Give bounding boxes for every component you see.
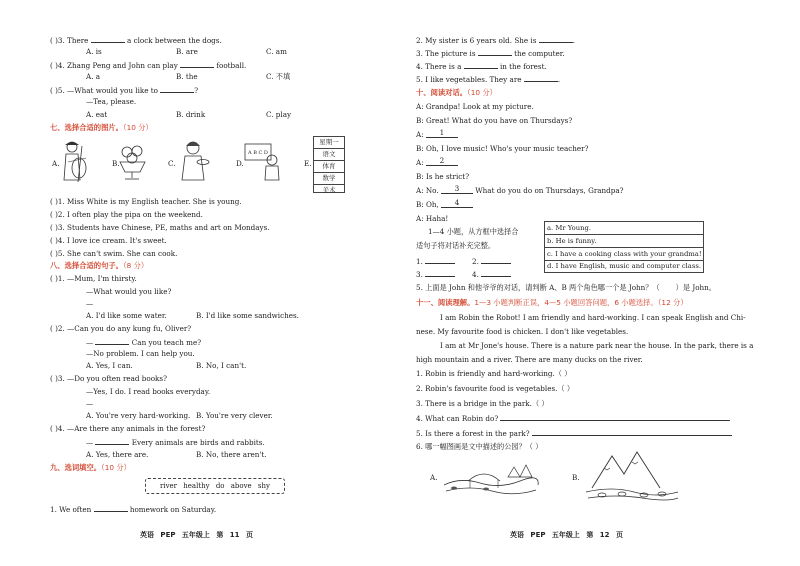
- option: C. 不填: [266, 72, 291, 81]
- section-7-heading: [50, 124, 153, 131]
- picture-label-d: D.: [236, 159, 244, 168]
- dialogue-line: [416, 128, 458, 139]
- blank-number: 2: [439, 156, 445, 165]
- option: A. is: [86, 47, 102, 56]
- answer-blank[interactable]: [481, 257, 511, 264]
- option-c: c. I have a cooking class with your grandma!: [545, 248, 703, 261]
- picture-label-b: B.: [112, 159, 120, 168]
- section-9-points: （10 分）: [101, 463, 131, 472]
- question: 6. 哪一幅图画是文中描述的公园？（ ）: [416, 442, 543, 451]
- dialogue-speaker: B: Oh,: [416, 200, 439, 209]
- cello-player-picture: [60, 140, 90, 184]
- section-10-title: 十、阅读对话。: [416, 88, 468, 97]
- answer-blank[interactable]: [539, 36, 573, 43]
- option-d: d. I have English, music and computer class.: [547, 262, 701, 270]
- instruction-line: 适句子将对话补充完整。: [416, 241, 496, 250]
- dialogue-line: [416, 198, 473, 209]
- q9-item-5-after: .: [557, 75, 561, 84]
- picture-label-b: B.: [572, 473, 580, 482]
- q6-item-4-stem: ( )4. Zhang Peng and John can play: [50, 61, 178, 70]
- q8-item-2-stem: ( )2. —Can you do any kung fu, Oliver?: [50, 324, 192, 333]
- section-7-title: 七、选择合适的图片。: [50, 123, 123, 132]
- dialogue-line: [416, 156, 458, 167]
- q8-item-4-line-text: Every animals are birds and rabbits.: [131, 438, 265, 447]
- answer-blank[interactable]: [91, 36, 125, 43]
- dialogue-blank[interactable]: [426, 156, 458, 166]
- q9-item-2: [416, 36, 575, 44]
- q7-item: ( )3. Students have Chinese, PE, maths and art on Mondays.: [50, 223, 270, 232]
- q8-item-3-line: —: [86, 399, 94, 408]
- answer-blank[interactable]: [464, 62, 498, 69]
- section-9-title: 九、选词填空。: [50, 463, 102, 472]
- section-7-points: （10 分）: [122, 123, 153, 132]
- q8-item-3-stem: ( )3. —Do you often read books?: [50, 374, 167, 383]
- timetable-cell: 语文: [314, 149, 344, 161]
- passage-line: I am at Mr Jone's house. There is a nature park near the house. In the park, there is a: [440, 341, 754, 350]
- cooking-woman-picture: [177, 140, 211, 184]
- blank-number: 3: [454, 184, 460, 193]
- option: B. the: [176, 72, 198, 81]
- instruction-line: 1—4 小题，从方框中选择合: [428, 227, 519, 236]
- right-page: [400, 0, 800, 566]
- word-bank: river healthy do above shy: [145, 478, 285, 494]
- q8-item-3-line: —Yes, I do. I read books everyday.: [86, 387, 211, 396]
- section-10-heading: [416, 89, 497, 96]
- q6-item-3-after: a clock between the dogs.: [127, 36, 222, 45]
- option-a: a. Mr Young.: [545, 222, 703, 235]
- q9-item-5-before: 5. I like vegetables. They are: [416, 75, 522, 84]
- option: A. Yes, there are.: [86, 450, 149, 459]
- option-b: b. He is funny.: [545, 235, 703, 248]
- timetable-cell: 星期一: [314, 137, 344, 149]
- answer-blank[interactable]: [95, 438, 129, 445]
- q10-item-5-before: 5. 上面是 John 和他爷爷的对话，请判断 A、B 两个角色哪一个是 John？（: [416, 283, 660, 292]
- q8-item-4-stem: ( )4. —Are there any animals in the forest?: [50, 424, 206, 433]
- question-4: [416, 414, 730, 422]
- park-picture-b: [582, 448, 682, 502]
- q6-item-3-stem: ( )3. There: [50, 36, 89, 45]
- options-box: [544, 221, 704, 273]
- dialogue-line: B: Great! What do you have on Thursdays?: [416, 116, 573, 125]
- picture-label-a: A.: [52, 159, 60, 168]
- option: B. I'd like some sandwiches.: [196, 311, 299, 320]
- answer-label: 4.: [472, 270, 479, 279]
- section-11-title: 十一、阅读理解。: [416, 298, 475, 307]
- option: B. are: [176, 47, 198, 56]
- passage-line: I am Robin the Robot! I am friendly and hard-working. I can speak English and Chi-: [440, 313, 746, 322]
- q9-item-4-after: in the forest.: [499, 62, 547, 71]
- answer-line[interactable]: [500, 414, 730, 421]
- question-text: 4. What can Robin do?: [416, 414, 499, 423]
- answer-blank[interactable]: [160, 86, 194, 93]
- question-text: 5. Is there a forest in the park?: [416, 429, 530, 438]
- blackboard-text: A B C D: [248, 150, 268, 156]
- q8-item-1-stem: ( )1. —Mum, I'm thirsty.: [50, 274, 137, 283]
- dialogue-speaker: A:: [416, 130, 424, 139]
- dialogue-line: A: Haha!: [416, 214, 449, 223]
- answer-blank[interactable]: [481, 270, 511, 277]
- q9-item-2-before: 2. My sister is 6 years old. She is: [416, 36, 537, 45]
- dialogue-line: B: Is he strict?: [416, 172, 470, 181]
- q8-item-2-line: —No problem. I can help you.: [86, 349, 195, 358]
- page-footer-right: 英语 PEP 五年级上 第 12 页: [510, 531, 623, 539]
- question: 2. Robin's favourite food is vegetables.（ ）: [416, 384, 575, 393]
- answer-blank[interactable]: [180, 61, 214, 68]
- q6-item-5-after: ?: [194, 86, 199, 95]
- timetable-cell: 美术: [322, 186, 336, 194]
- q6-item-5-reply: —Tea, please.: [86, 97, 137, 106]
- q10-item-5: [416, 284, 716, 291]
- section-9-heading: [50, 464, 131, 471]
- dialogue-speaker: A: No.: [416, 186, 439, 195]
- page-footer-left: 英语 PEP 五年级上 第 11 页: [140, 531, 253, 539]
- blank-number: 1: [439, 128, 445, 137]
- section-8-heading: [50, 262, 148, 269]
- question-5: [416, 429, 732, 437]
- option: C. am: [266, 47, 287, 56]
- q10-item-5-after: ）是 John。: [675, 283, 716, 292]
- q9-item-4: [416, 62, 547, 70]
- answer-label: 3.: [416, 270, 423, 279]
- answer-line-2: [472, 257, 511, 265]
- blank-number: 4: [454, 198, 460, 207]
- q6-item-3: [50, 36, 222, 44]
- answer-blank[interactable]: [425, 270, 455, 277]
- answer-line-4: [472, 270, 511, 278]
- q9-item-3: [416, 49, 565, 57]
- picture-label-a: A.: [430, 473, 438, 482]
- q8-item-1-line: —: [86, 299, 94, 308]
- section-11-heading: [416, 299, 688, 306]
- q8-item-1-line: —What would you like?: [86, 287, 172, 296]
- q9-item-3-after: the computer.: [514, 49, 565, 58]
- answer-blank[interactable]: [524, 75, 561, 84]
- q8-item-2-line: — Can you teach me?: [86, 338, 202, 347]
- q7-item: ( )1. Miss White is my English teacher. She is young.: [50, 197, 242, 206]
- question: 1. Robin is friendly and hard-working.（ ）: [416, 369, 572, 378]
- option: A. I'd like some water.: [86, 311, 167, 320]
- q6-item-5-stem: ( )5. —What would you like to: [50, 86, 158, 95]
- passage-line: nese. My favourite food is chicken. I don't like vegetables.: [416, 327, 629, 336]
- section-8-points: （8 分）: [122, 261, 149, 270]
- park-picture-a: [440, 455, 540, 497]
- option: B. You're very clever.: [196, 411, 273, 420]
- section-8-title: 八、选择合适的句子。: [50, 261, 123, 270]
- option: C. play: [266, 110, 292, 119]
- q9-item-1: [50, 505, 216, 513]
- q8-item-2-line-text: Can you teach me?: [131, 338, 202, 347]
- option: A. eat: [86, 110, 108, 119]
- q8-item-4-line: — Every animals are birds and rabbits.: [86, 438, 265, 447]
- option: B. No, I can't.: [196, 361, 247, 370]
- answer-line-3: [416, 270, 455, 278]
- picture-label-c: C.: [168, 159, 176, 168]
- dialogue-speaker: A:: [416, 158, 424, 167]
- answer-label: 1.: [416, 257, 423, 266]
- answer-blank[interactable]: [425, 257, 455, 264]
- option: A. Yes, I can.: [86, 361, 133, 370]
- dialogue-line: B: Oh, I love music! Who's your music teacher?: [416, 144, 589, 153]
- answer-blank[interactable]: [478, 49, 512, 56]
- answer-line-1: [416, 257, 455, 265]
- answer-blank[interactable]: [95, 338, 129, 345]
- ice-cream-sundae-picture: [118, 144, 148, 182]
- q7-item: ( )2. I often play the pipa on the weekend.: [50, 210, 203, 219]
- answer-blank[interactable]: [94, 505, 128, 512]
- q9-item-1-before: 1. We often: [50, 505, 92, 514]
- question: 3. There is a bridge in the park.（ ）: [416, 399, 549, 408]
- timetable-cell: 数学: [314, 173, 344, 185]
- option: A. a: [86, 72, 101, 81]
- option: B. No, there aren't.: [196, 450, 267, 459]
- teacher-at-blackboard-picture: [244, 142, 280, 182]
- q9-item-5: [416, 75, 560, 83]
- dialogue-text: What do you do on Thursdays, Grandpa?: [475, 186, 624, 195]
- section-10-points: （10 分）: [467, 88, 497, 97]
- q9-item-4-before: 4. There is a: [416, 62, 462, 71]
- timetable-cell: 体育: [314, 161, 344, 173]
- dialogue-blank[interactable]: [426, 128, 458, 138]
- answer-line[interactable]: [532, 429, 732, 436]
- option: B. drink: [176, 110, 206, 119]
- q6-item-5: [50, 86, 198, 94]
- q9-item-2-after: .: [572, 36, 575, 45]
- q9-item-1-after: homework on Saturday.: [129, 505, 217, 514]
- dialogue-blank[interactable]: [441, 198, 473, 208]
- q7-item: ( )4. I love ice cream. It's sweet.: [50, 236, 167, 245]
- passage-line: high mountain and a river. There are many ducks on the river.: [416, 355, 643, 364]
- q7-item: ( )5. She can't swim. She can cook.: [50, 249, 178, 258]
- dialogue-blank[interactable]: [441, 184, 473, 194]
- answer-label: 2.: [472, 257, 479, 266]
- q9-item-3-before: 3. The picture is: [416, 49, 476, 58]
- dialogue-line: [416, 184, 624, 195]
- q6-item-4: [50, 61, 246, 69]
- q6-item-4-after: football.: [216, 61, 247, 70]
- timetable: [313, 136, 345, 193]
- picture-label-e: E.: [304, 159, 312, 168]
- section-11-points: 1—3 小题判断正误，4—5 小题回答问题，6 小题选择。（12 分）: [474, 298, 688, 307]
- dialogue-line: A: Grandpa! Look at my picture.: [416, 102, 534, 111]
- option: A. You're very hard-working.: [86, 411, 191, 420]
